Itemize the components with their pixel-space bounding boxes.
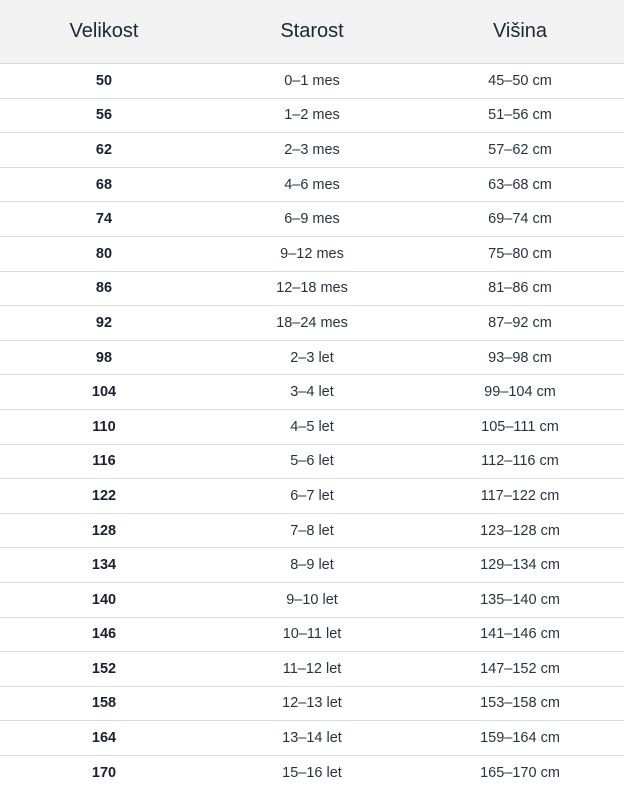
table-row bbox=[0, 617, 624, 652]
size-cell: 128 bbox=[0, 513, 208, 548]
height-cell: 147–152 cm bbox=[416, 652, 624, 687]
height-cell: 153–158 cm bbox=[416, 686, 624, 721]
age-cell: 3–4 let bbox=[208, 375, 416, 410]
age-cell: 5–6 let bbox=[208, 444, 416, 479]
size-cell: 92 bbox=[0, 306, 208, 341]
table-row bbox=[0, 513, 624, 548]
age-cell: 13–14 let bbox=[208, 721, 416, 756]
table-row bbox=[0, 167, 624, 202]
table-row bbox=[0, 236, 624, 271]
height-cell: 165–170 cm bbox=[480, 764, 560, 781]
table-row bbox=[0, 652, 624, 687]
height-cell: 117–122 cm bbox=[416, 479, 624, 514]
size-cell: 116 bbox=[0, 444, 208, 479]
height-cell: 99–104 cm bbox=[416, 375, 624, 410]
age-cell: 11–12 let bbox=[208, 652, 416, 687]
column-header-height: Višina bbox=[416, 0, 624, 64]
age-cell: 12–13 let bbox=[208, 686, 416, 721]
size-cell: 140 bbox=[0, 582, 208, 617]
size-cell: 164 bbox=[0, 721, 208, 756]
column-header-age: Starost bbox=[208, 0, 416, 64]
age-cell: 7–8 let bbox=[208, 513, 416, 548]
table-row bbox=[0, 582, 624, 617]
table-row bbox=[0, 98, 624, 133]
age-cell: 6–9 mes bbox=[208, 202, 416, 237]
size-cell: 98 bbox=[0, 340, 208, 375]
table-header bbox=[0, 0, 624, 64]
table-row bbox=[0, 409, 624, 444]
height-cell: 87–92 cm bbox=[416, 306, 624, 341]
size-cell: 62 bbox=[0, 133, 208, 168]
height-cell: 123–128 cm bbox=[416, 513, 624, 548]
height-cell: 93–98 cm bbox=[416, 340, 624, 375]
size-cell: 86 bbox=[0, 271, 208, 306]
table-row bbox=[0, 271, 624, 306]
size-cell: 122 bbox=[0, 479, 208, 514]
age-cell: 2–3 let bbox=[208, 340, 416, 375]
table-row bbox=[0, 202, 624, 237]
size-cell: 110 bbox=[0, 409, 208, 444]
age-cell: 10–11 let bbox=[208, 617, 416, 652]
table-row bbox=[0, 755, 624, 789]
size-cell: 68 bbox=[0, 167, 208, 202]
size-cell: 74 bbox=[0, 202, 208, 237]
height-cell: 135–140 cm bbox=[416, 582, 624, 617]
age-cell: 9–12 mes bbox=[208, 236, 416, 271]
height-cell: 57–62 cm bbox=[416, 133, 624, 168]
height-cell: 105–111 cm bbox=[416, 409, 624, 444]
table-row bbox=[0, 64, 624, 99]
size-cell: 104 bbox=[0, 375, 208, 410]
age-cell: 18–24 mes bbox=[208, 306, 416, 341]
age-cell: 8–9 let bbox=[208, 548, 416, 583]
header-row bbox=[0, 0, 624, 64]
table-row bbox=[0, 444, 624, 479]
height-cell: 81–86 cm bbox=[416, 271, 624, 306]
table-row bbox=[0, 375, 624, 410]
table-row bbox=[0, 133, 624, 168]
table-row bbox=[0, 479, 624, 514]
size-cell: 50 bbox=[0, 64, 208, 99]
age-cell: 2–3 mes bbox=[208, 133, 416, 168]
height-cell: 141–146 cm bbox=[416, 617, 624, 652]
table-row bbox=[0, 340, 624, 375]
table-row bbox=[0, 686, 624, 721]
age-cell: 4–5 let bbox=[208, 409, 416, 444]
table-row bbox=[0, 548, 624, 583]
height-cell: 51–56 cm bbox=[416, 98, 624, 133]
height-cell: 75–80 cm bbox=[416, 236, 624, 271]
height-cell: 69–74 cm bbox=[416, 202, 624, 237]
age-cell: 6–7 let bbox=[208, 479, 416, 514]
age-cell: 0–1 mes bbox=[208, 64, 416, 99]
size-cell: 134 bbox=[0, 548, 208, 583]
table-body bbox=[0, 64, 624, 790]
size-cell: 146 bbox=[0, 617, 208, 652]
height-cell: 45–50 cm bbox=[416, 64, 624, 99]
age-cell: 12–18 mes bbox=[208, 271, 416, 306]
age-cell: 1–2 mes bbox=[208, 98, 416, 133]
height-cell: 129–134 cm bbox=[416, 548, 624, 583]
size-cell: 56 bbox=[0, 98, 208, 133]
size-cell: 170 bbox=[91, 764, 117, 781]
size-cell: 152 bbox=[0, 652, 208, 687]
table-row bbox=[0, 306, 624, 341]
size-cell: 80 bbox=[0, 236, 208, 271]
height-cell: 112–116 cm bbox=[416, 444, 624, 479]
height-cell: 63–68 cm bbox=[416, 167, 624, 202]
age-cell: 4–6 mes bbox=[208, 167, 416, 202]
age-cell: 9–10 let bbox=[208, 582, 416, 617]
size-cell: 158 bbox=[0, 686, 208, 721]
column-header-size: Velikost bbox=[0, 0, 208, 64]
table-row bbox=[0, 721, 624, 756]
height-cell: 159–164 cm bbox=[416, 721, 624, 756]
age-cell: 15–16 let bbox=[282, 764, 342, 781]
